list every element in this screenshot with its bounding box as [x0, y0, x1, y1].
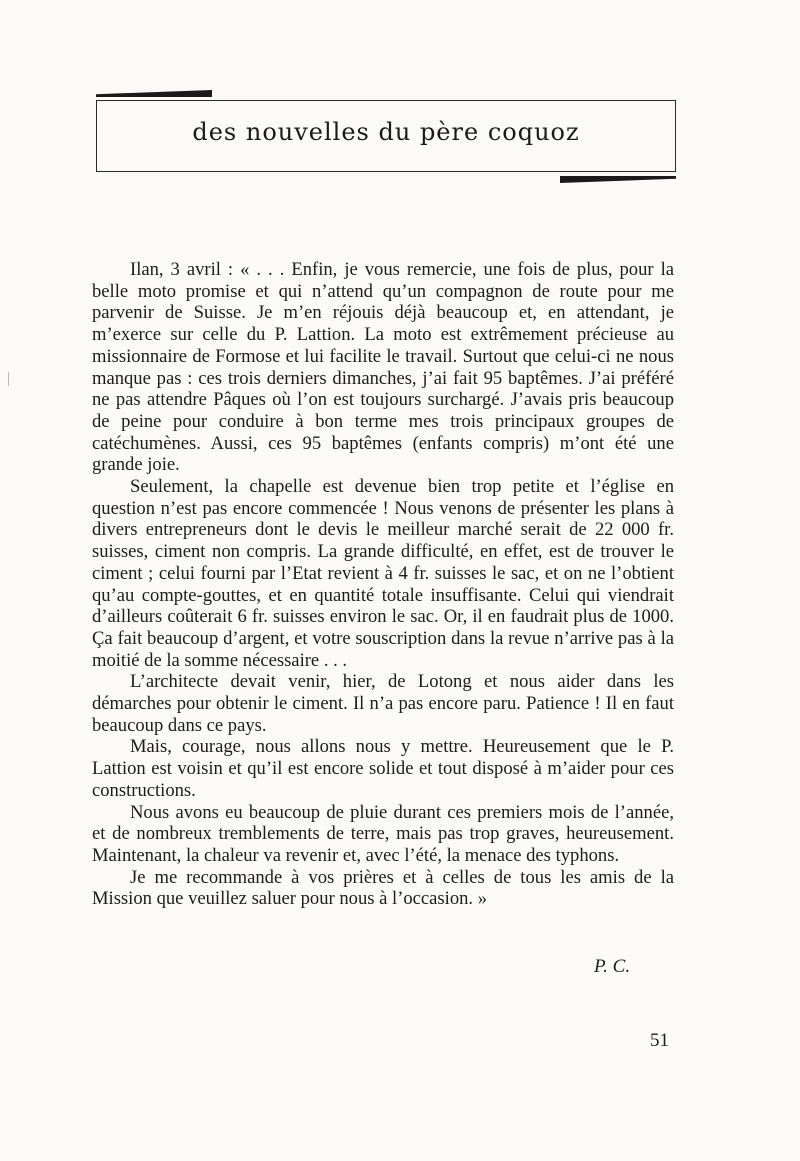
paragraph: Seulement, la chapelle est devenue bien trop petite et l’église en question n’est pas encore commencée ! Nous venons de présenter les plans à divers entrepreneurs dont le devis le meilleur marché serait de 22 000 fr. suisses, ciment non compris. La grande difficulté, en effet, est de trouver le ciment ; celui fourni par l’Etat revient à 4 fr. suisses le sac, et on ne l’obtient qu’au compte-gouttes, et en quantité totale insuffisante. Celui qui viendrait d’ailleurs coûterait 6 fr. suisses environ le sac. Or, il en faudrait plus de 1000. Ça fait beaucoup d’argent, et votre souscription dans la revue n’arrive pas à la moitié de la somme nécessaire . . .: [92, 476, 674, 671]
paragraph: Nous avons eu beaucoup de pluie durant ces premiers mois de l’année, et de nombreux tremblements de terre, mais pas trop graves, heureusement. Maintenant, la chaleur va revenir et, avec l’été, la menace des typhons.: [92, 801, 674, 866]
article-body: [92, 259, 674, 910]
header-bar-top: [96, 90, 212, 97]
page-number: 51: [650, 1030, 669, 1051]
paragraph: Mais, courage, nous allons nous y mettre. Heureusement que le P. Lattion est voisin et qu’il est encore solide et tout disposé à m’aider pour ces constructions.: [92, 736, 674, 801]
paragraph: L’architecte devait venir, hier, de Lotong et nous aider dans les démarches pour obtenir le ciment. Il n’a pas encore paru. Patience ! Il en faut beaucoup dans ce pays.: [92, 671, 674, 736]
header-bar-bottom: [560, 176, 676, 183]
paragraph: Je me recommande à vos prières et à celles de tous les amis de la Mission que veuillez saluer pour nous à l’occasion. »: [92, 866, 674, 910]
article-title: des nouvelles du père coquoz: [192, 118, 580, 146]
margin-mark: [8, 372, 9, 386]
paragraph: Ilan, 3 avril : « . . . Enfin, je vous remercie, une fois de plus, pour la belle moto promise et qui n’attend qu’un compagnon de route pour me parvenir de Suisse. Je m’en réjouis déjà beaucoup et, en attendant, je m’exerce sur celle du P. Lattion. La moto est extrêmement précieuse au missionnaire de Formose et lui facilite le travail. Surtout que celui-ci ne nous manque pas : ces trois derniers dimanches, j’ai fait 95 baptêmes. J’ai préféré ne pas attendre Pâques où l’on est toujours surchargé. J’avais pris beaucoup de peine pour conduire à bon terme mes trois principaux groupes de catéchumènes. Aussi, ces 95 baptêmes (enfants compris) m’ont été une grande joie.: [92, 259, 674, 476]
signature: P. C.: [594, 956, 631, 977]
